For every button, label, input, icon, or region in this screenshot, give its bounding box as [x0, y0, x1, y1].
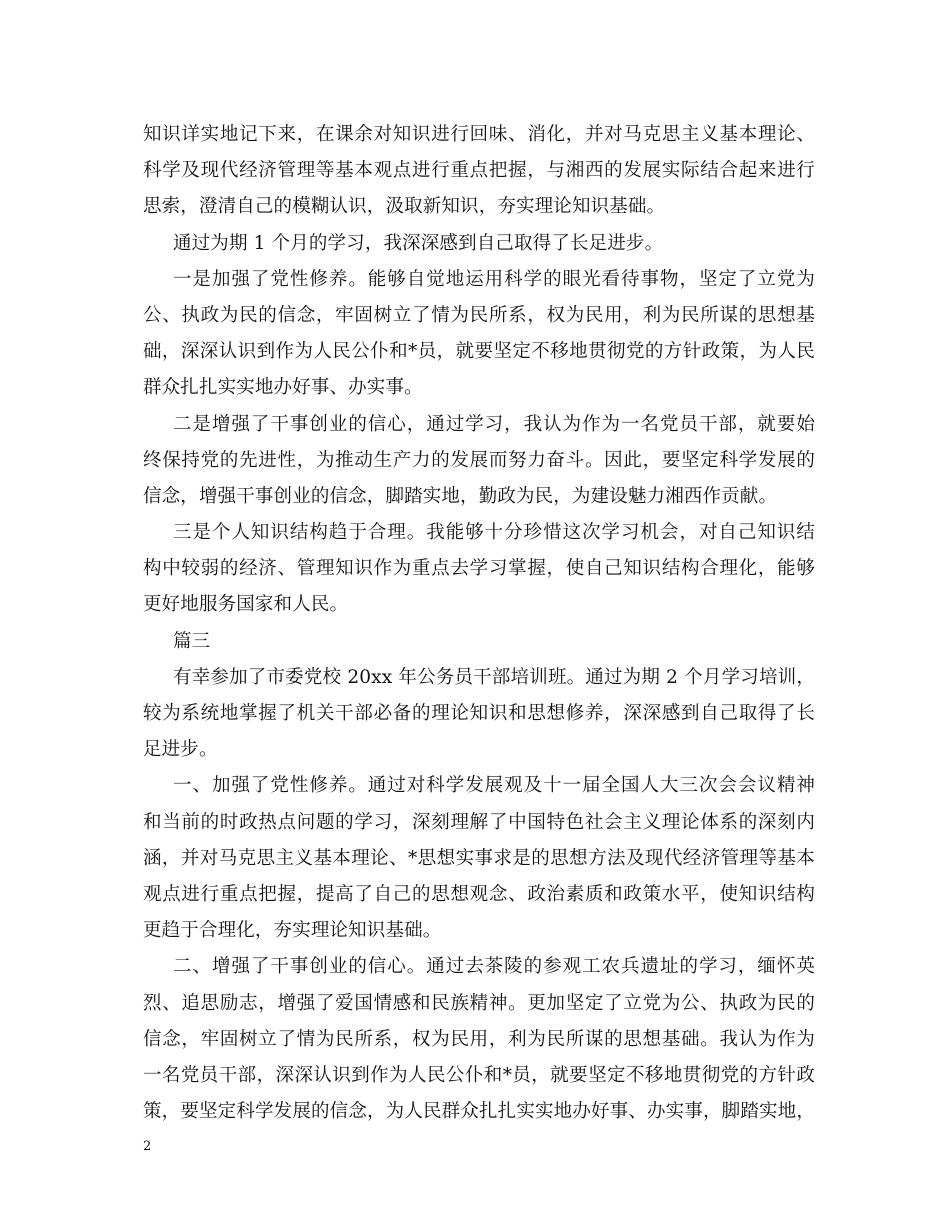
- text-line: 有幸参加了市委党校 20xx 年公务员干部培训班。通过为期 2 个月学习培训，: [173, 666, 815, 688]
- text-line: 科学及现代经济管理等基本观点进行重点把握，与湘西的发展实际结合起来进行: [143, 160, 815, 182]
- text-line: 一名党员干部，深深认识到作为人民公仆和*员，就要坚定不移地贯彻党的方针政: [143, 1064, 815, 1086]
- text-line: 信念，牢固树立了情为民所系，权为民用，利为民所谋的思想基础。我认为作为: [143, 1028, 815, 1050]
- text-line: 较为系统地掌握了机关干部必备的理论知识和思想修养，深深感到自己取得了长: [143, 703, 815, 724]
- text-line: 二、增强了干事创业的信心。通过去茶陵的参观工农兵遗址的学习，缅怀英: [173, 956, 815, 978]
- text-line: 一、加强了党性修养。通过对科学发展观及十一届全国人大三次会会议精神: [173, 775, 815, 797]
- text-line: 构中较弱的经济、管理知识作为重点去学习掌握，使自己知识结构合理化，能够: [143, 558, 815, 580]
- text-line: 三是个人知识结构趋于合理。我能够十分珍惜这次学习机会，对自己知识结: [173, 522, 815, 544]
- text-line: 二是增强了干事创业的信心，通过学习，我认为作为一名党员干部，就要始: [173, 413, 815, 435]
- text-line: 更好地服务国家和人民。: [143, 594, 349, 616]
- text-line: 一是加强了党性修养。能够自觉地运用科学的眼光看待事物，坚定了立党为: [173, 268, 815, 290]
- text-line: 公、执政为民的信念，牢固树立了情为民所系，权为民用，利为民所谋的思想基: [143, 304, 815, 326]
- text-line: 和当前的时政热点问题的学习，深刻理解了中国特色社会主义理论体系的深刻内: [143, 811, 815, 833]
- text-line: 通过为期 1 个月的学习，我深深感到自己取得了长足进步。: [173, 232, 664, 254]
- body-text: [143, 117, 815, 1130]
- text-line: 思索，澄清自己的模糊认识，汲取新知识，夯实理论知识基础。: [143, 196, 666, 218]
- text-line: 信念，增强干事创业的信念，脚踏实地，勤政为民，为建设魅力湘西作贡献。: [143, 485, 778, 507]
- text-line: 足进步。: [143, 739, 218, 761]
- text-line: 知识详实地记下来，在课余对知识进行回味、消化，并对马克思主义基本理论、: [143, 124, 815, 145]
- text-line: 础，深深认识到作为人民公仆和*员，就要坚定不移地贯彻党的方针政策，为人民: [143, 341, 815, 363]
- page-number: 2: [143, 1139, 152, 1154]
- text-line: 群众扎扎实实地办好事、办实事。: [143, 377, 423, 399]
- text-line: 涵，并对马克思主义基本理论、*思想实事求是的思想方法及现代经济管理等基本: [143, 847, 815, 869]
- text-line: 烈、追思励志，增强了爱国情感和民族精神。更加坚定了立党为公、执政为民的: [143, 992, 815, 1014]
- text-line: 篇三: [173, 630, 211, 652]
- text-line: 更趋于合理化，夯实理论知识基础。: [143, 920, 442, 942]
- text-line: 策，要坚定科学发展的信念，为人民群众扎扎实实地办好事、办实事，脚踏实地，: [143, 1101, 815, 1123]
- text-line: 终保持党的先进性，为推动生产力的发展而努力奋斗。因此，要坚定科学发展的: [143, 449, 815, 471]
- text-line: 观点进行重点把握，提高了自己的思想观念、政治素质和政策水平，使知识结构: [143, 883, 815, 905]
